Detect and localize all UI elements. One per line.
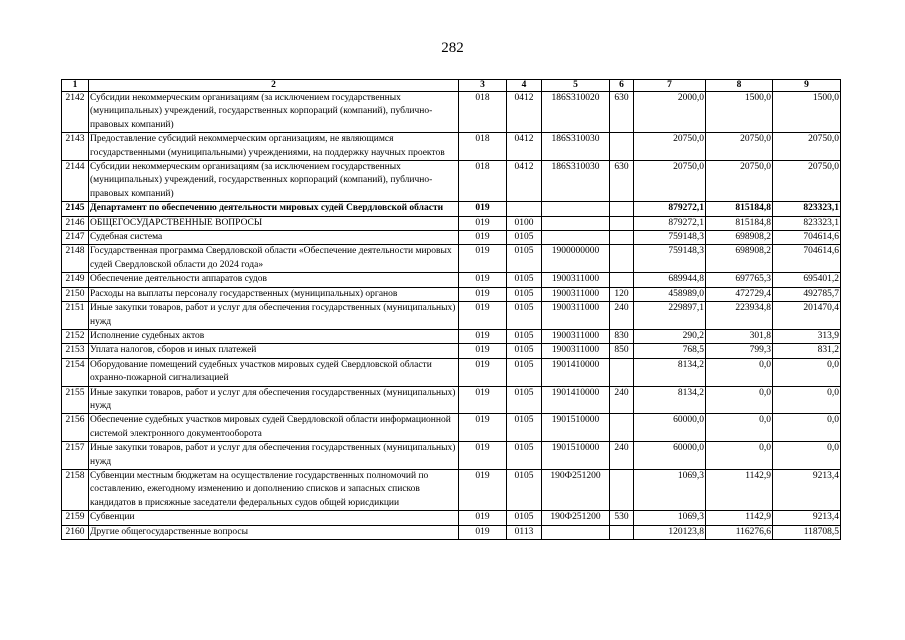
row-department-code: 019 [459,525,507,539]
row-amount-col7: 759148,3 [634,245,706,273]
row-target-code: 1901410000 [542,386,610,414]
row-amount-col7: 8134,2 [634,358,706,386]
row-target-code: 1901510000 [542,442,610,470]
row-amount-col8: 697765,3 [706,273,773,287]
table-row [62,525,841,539]
row-department-code: 019 [459,344,507,358]
row-amount-col9: 0,0 [773,442,841,470]
row-amount-col9: 201470,4 [773,302,841,330]
row-description: Обеспечение деятельности аппаратов судов [89,273,459,287]
row-amount-col7: 1069,3 [634,469,706,510]
row-expense-type-code: 240 [610,302,634,330]
row-amount-col7: 2000,0 [634,92,706,133]
row-expense-type-code [610,216,634,230]
row-department-code: 019 [459,287,507,301]
row-amount-col7: 768,5 [634,344,706,358]
row-department-code: 019 [459,202,507,216]
row-department-code: 019 [459,442,507,470]
row-section-code: 0105 [507,344,542,358]
row-number: 2146 [62,216,89,230]
table-row [62,245,841,273]
row-expense-type-code [610,469,634,510]
row-description: Иные закупки товаров, работ и услуг для обеспечения государственных (муниципальных) нужд [89,302,459,330]
row-amount-col8: 815184,8 [706,216,773,230]
row-number: 2159 [62,511,89,525]
row-target-code: 1901410000 [542,358,610,386]
row-amount-col7: 689944,8 [634,273,706,287]
row-section-code: 0105 [507,442,542,470]
row-number: 2143 [62,133,89,161]
row-expense-type-code [610,358,634,386]
row-description: Оборудование помещений судебных участков мировых судей Свердловской области охранно-пожарной сигнализацией [89,358,459,386]
row-target-code: 186S310020 [542,92,610,133]
row-expense-type-code [610,525,634,539]
header-cell: 8 [706,80,773,92]
table-row [62,92,841,133]
row-target-code [542,202,610,216]
row-amount-col9: 20750,0 [773,161,841,202]
row-number: 2150 [62,287,89,301]
row-target-code: 1901510000 [542,414,610,442]
row-amount-col8: 1500,0 [706,92,773,133]
row-expense-type-code: 530 [610,511,634,525]
row-amount-col7: 759148,3 [634,231,706,245]
row-section-code: 0412 [507,92,542,133]
row-number: 2149 [62,273,89,287]
row-department-code: 019 [459,231,507,245]
row-number: 2152 [62,329,89,343]
table-row [62,231,841,245]
row-amount-col9: 0,0 [773,358,841,386]
row-description: Субвенции [89,511,459,525]
row-department-code: 018 [459,161,507,202]
row-number: 2153 [62,344,89,358]
row-number: 2157 [62,442,89,470]
row-amount-col8: 472729,4 [706,287,773,301]
row-number: 2151 [62,302,89,330]
row-amount-col8: 20750,0 [706,133,773,161]
row-amount-col7: 120123,8 [634,525,706,539]
header-cell: 3 [459,80,507,92]
row-amount-col8: 698908,2 [706,231,773,245]
row-description: Уплата налогов, сборов и иных платежей [89,344,459,358]
row-target-code [542,525,610,539]
row-amount-col8: 0,0 [706,386,773,414]
row-description: Субвенции местным бюджетам на осуществление государственных полномочий по составлению, ежегодному изменению и дополнению списков и запасных списков кандидатов в присяжные заседатели федеральных судов общей юрисдикции [89,469,459,510]
row-expense-type-code [610,245,634,273]
row-amount-col9: 823323,1 [773,216,841,230]
row-section-code: 0105 [507,273,542,287]
row-number: 2155 [62,386,89,414]
row-amount-col9: 0,0 [773,414,841,442]
row-amount-col9: 9213,4 [773,469,841,510]
table-row [62,414,841,442]
row-section-code: 0105 [507,511,542,525]
table-row [62,273,841,287]
row-number: 2142 [62,92,89,133]
table-row [62,344,841,358]
row-section-code: 0105 [507,469,542,510]
row-section-code: 0412 [507,161,542,202]
row-number: 2158 [62,469,89,510]
row-section-code: 0105 [507,302,542,330]
header-cell: 1 [62,80,89,92]
row-amount-col7: 229897,1 [634,302,706,330]
row-number: 2144 [62,161,89,202]
row-target-code: 186S310030 [542,133,610,161]
row-department-code: 019 [459,329,507,343]
row-expense-type-code [610,414,634,442]
row-expense-type-code: 120 [610,287,634,301]
row-amount-col9: 831,2 [773,344,841,358]
row-target-code: 1900311000 [542,329,610,343]
row-department-code: 019 [459,386,507,414]
table-row [62,386,841,414]
row-amount-col8: 301,8 [706,329,773,343]
row-amount-col7: 60000,0 [634,442,706,470]
row-amount-col8: 116276,6 [706,525,773,539]
header-row [62,80,841,92]
table-row [62,329,841,343]
row-amount-col9: 0,0 [773,386,841,414]
row-amount-col7: 290,2 [634,329,706,343]
row-number: 2145 [62,202,89,216]
row-section-code: 0105 [507,414,542,442]
row-department-code: 019 [459,245,507,273]
header-cell: 4 [507,80,542,92]
row-target-code [542,231,610,245]
table-row [62,202,841,216]
row-section-code: 0105 [507,386,542,414]
row-amount-col7: 1069,3 [634,511,706,525]
row-amount-col7: 458989,0 [634,287,706,301]
row-number: 2160 [62,525,89,539]
row-description: Судебная система [89,231,459,245]
row-department-code: 019 [459,358,507,386]
row-amount-col9: 704614,6 [773,231,841,245]
row-number: 2148 [62,245,89,273]
header-cell: 9 [773,80,841,92]
row-description: Государственная программа Свердловской области «Обеспечение деятельности мировых судей Свердловской области до 2024 года» [89,245,459,273]
row-section-code: 0113 [507,525,542,539]
table-row [62,511,841,525]
row-description: Субсидии некоммерческим организациям (за исключением государственных (муниципальных) учреждений, государственных корпораций (компаний), публично-правовых компаний) [89,92,459,133]
row-target-code: 1900000000 [542,245,610,273]
row-description: Субсидии некоммерческим организациям (за исключением государственных (муниципальных) учреждений, государственных корпораций (компаний), публично-правовых компаний) [89,161,459,202]
row-section-code: 0105 [507,287,542,301]
header-cell: 6 [610,80,634,92]
header-cell: 7 [634,80,706,92]
row-amount-col8: 20750,0 [706,161,773,202]
row-amount-col9: 695401,2 [773,273,841,287]
row-target-code: 1900311000 [542,344,610,358]
row-amount-col9: 823323,1 [773,202,841,216]
row-description: Иные закупки товаров, работ и услуг для обеспечения государственных (муниципальных) нужд [89,386,459,414]
row-description: Исполнение судебных актов [89,329,459,343]
table-row [62,442,841,470]
row-description: Иные закупки товаров, работ и услуг для обеспечения государственных (муниципальных) нужд [89,442,459,470]
row-number: 2154 [62,358,89,386]
row-section-code: 0105 [507,329,542,343]
row-amount-col7: 879272,1 [634,202,706,216]
row-department-code: 019 [459,511,507,525]
row-target-code: 190Ф251200 [542,469,610,510]
row-number: 2156 [62,414,89,442]
row-expense-type-code [610,202,634,216]
row-expense-type-code: 630 [610,92,634,133]
table-row [62,133,841,161]
row-department-code: 019 [459,414,507,442]
row-amount-col8: 0,0 [706,442,773,470]
row-target-code: 1900311000 [542,287,610,301]
row-expense-type-code: 240 [610,386,634,414]
table-row [62,358,841,386]
row-amount-col8: 0,0 [706,414,773,442]
row-amount-col8: 1142,9 [706,469,773,510]
row-section-code: 0105 [507,231,542,245]
row-amount-col9: 118708,5 [773,525,841,539]
row-target-code: 1900311000 [542,273,610,287]
row-target-code: 186S310030 [542,161,610,202]
row-department-code: 018 [459,92,507,133]
row-department-code: 018 [459,133,507,161]
row-section-code: 0105 [507,358,542,386]
row-expense-type-code: 850 [610,344,634,358]
row-department-code: 019 [459,469,507,510]
row-amount-col8: 0,0 [706,358,773,386]
row-description: Другие общегосударственные вопросы [89,525,459,539]
row-amount-col9: 20750,0 [773,133,841,161]
row-section-code: 0412 [507,133,542,161]
row-expense-type-code [610,273,634,287]
header-cell: 5 [542,80,610,92]
row-description: ОБЩЕГОСУДАРСТВЕННЫЕ ВОПРОСЫ [89,216,459,230]
table-row [62,161,841,202]
row-target-code: 1900311000 [542,302,610,330]
row-expense-type-code: 830 [610,329,634,343]
row-amount-col8: 815184,8 [706,202,773,216]
table-row [62,216,841,230]
row-amount-col7: 8134,2 [634,386,706,414]
table-row [62,302,841,330]
row-amount-col9: 492785,7 [773,287,841,301]
row-target-code: 190Ф251200 [542,511,610,525]
row-amount-col7: 60000,0 [634,414,706,442]
table-row [62,469,841,510]
row-amount-col9: 704614,6 [773,245,841,273]
row-description: Обеспечение судебных участков мировых судей Свердловской области информационной системой электронного документооборота [89,414,459,442]
row-department-code: 019 [459,302,507,330]
row-section-code: 0100 [507,216,542,230]
row-target-code [542,216,610,230]
row-amount-col8: 698908,2 [706,245,773,273]
row-amount-col7: 20750,0 [634,133,706,161]
row-section-code: 0105 [507,245,542,273]
row-amount-col8: 799,3 [706,344,773,358]
row-amount-col9: 313,9 [773,329,841,343]
row-expense-type-code [610,231,634,245]
row-expense-type-code [610,133,634,161]
row-expense-type-code: 240 [610,442,634,470]
budget-table [61,79,841,540]
row-amount-col9: 9213,4 [773,511,841,525]
row-amount-col8: 1142,9 [706,511,773,525]
row-description: Департамент по обеспечению деятельности мировых судей Свердловской области [89,202,459,216]
row-description: Предоставление субсидий некоммерческим организациям, не являющимся государственными (муниципальными) учреждениями, на поддержку научных проектов [89,133,459,161]
row-amount-col8: 223934,8 [706,302,773,330]
row-department-code: 019 [459,273,507,287]
row-number: 2147 [62,231,89,245]
row-expense-type-code: 630 [610,161,634,202]
row-amount-col7: 20750,0 [634,161,706,202]
page-number: 282 [441,40,464,56]
row-section-code [507,202,542,216]
row-department-code: 019 [459,216,507,230]
row-description: Расходы на выплаты персоналу государственных (муниципальных) органов [89,287,459,301]
table-row [62,287,841,301]
header-cell: 2 [89,80,459,92]
row-amount-col9: 1500,0 [773,92,841,133]
row-amount-col7: 879272,1 [634,216,706,230]
